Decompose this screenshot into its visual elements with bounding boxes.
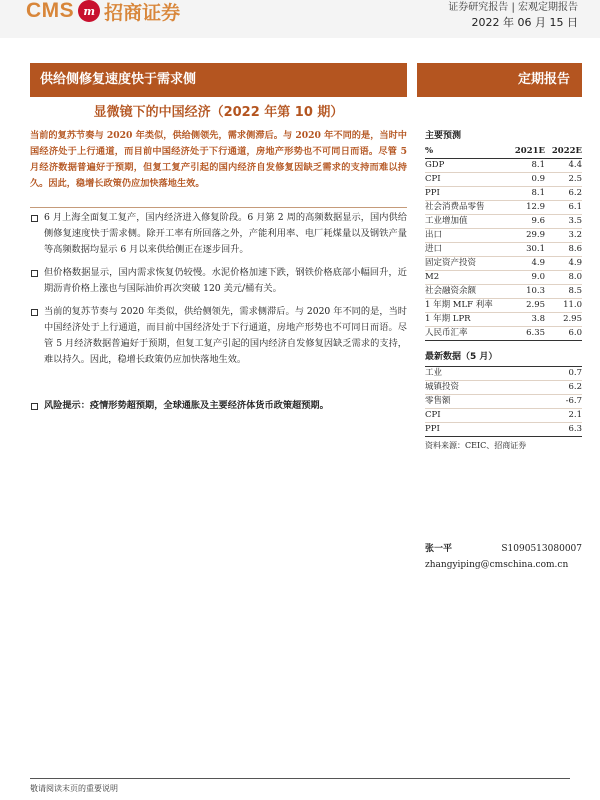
report-header bbox=[0, 0, 600, 38]
row-value: 4.4 bbox=[545, 159, 582, 173]
row-value: 2.95 bbox=[545, 313, 582, 327]
row-value: 4.9 bbox=[508, 257, 545, 271]
row-value: 9.0 bbox=[508, 271, 545, 285]
table-row bbox=[425, 187, 582, 201]
row-value: 6.2 bbox=[545, 187, 582, 201]
row-value: 8.1 bbox=[508, 187, 545, 201]
table-row bbox=[425, 201, 582, 215]
table-row bbox=[425, 173, 582, 187]
forecast-table bbox=[425, 145, 582, 341]
forecast-header-unit: % bbox=[425, 145, 508, 159]
company-logo bbox=[26, 0, 180, 22]
header-meta bbox=[448, 0, 578, 30]
row-label: GDP bbox=[425, 159, 508, 173]
row-label: 工业 bbox=[425, 367, 531, 381]
row-value: 6.1 bbox=[545, 201, 582, 215]
table-row bbox=[425, 271, 582, 285]
row-label: PPI bbox=[425, 423, 531, 437]
row-value: 8.1 bbox=[508, 159, 545, 173]
row-value: 8.0 bbox=[545, 271, 582, 285]
author-name: 张一平 bbox=[425, 544, 453, 554]
row-value: 6.35 bbox=[508, 327, 545, 341]
row-value: 2.95 bbox=[508, 299, 545, 313]
row-value: 8.5 bbox=[545, 285, 582, 299]
summary-divider bbox=[30, 207, 407, 208]
row-label: 城镇投资 bbox=[425, 381, 531, 395]
row-label: 进口 bbox=[425, 243, 508, 257]
author-email[interactable]: zhangyiping@cmschina.com.cn bbox=[425, 560, 569, 570]
row-label: 零售额 bbox=[425, 395, 531, 409]
row-label: 固定资产投资 bbox=[425, 257, 508, 271]
table-row bbox=[425, 395, 582, 409]
row-label: CPI bbox=[425, 409, 531, 423]
report-category: 证券研究报告 | 宏观定期报告 bbox=[448, 2, 578, 13]
forecast-header-row bbox=[425, 145, 582, 159]
report-subtitle: 显微镜下的中国经济（2022 年第 10 期） bbox=[93, 105, 344, 120]
report-date: 2022 年 06 月 15 日 bbox=[471, 16, 578, 29]
footer-note: 敬请阅读末页的重要说明 bbox=[30, 784, 118, 793]
forecast-title: 主要预测 bbox=[425, 131, 462, 141]
row-value: 11.0 bbox=[545, 299, 582, 313]
table-row bbox=[425, 327, 582, 341]
row-value: -6.7 bbox=[531, 395, 582, 409]
sidebar bbox=[425, 128, 582, 451]
table-row bbox=[425, 215, 582, 229]
row-value: 2.5 bbox=[545, 173, 582, 187]
bullet-item: 6 月上海全面复工复产，国内经济进入修复阶段。6 月第 2 周的高频数据显示，国内供给侧修复速度快于需求侧。除开工率有所回落之外，产能利用率、电厂耗煤量以及钢铁产量等高频数据均显示 6 月以来供给侧正在逐步回升。 bbox=[30, 210, 407, 258]
row-value: 6.3 bbox=[531, 423, 582, 437]
row-value: 10.3 bbox=[508, 285, 545, 299]
forecast-header-2022: 2022E bbox=[545, 145, 582, 159]
table-row bbox=[425, 285, 582, 299]
row-value: 4.9 bbox=[545, 257, 582, 271]
logo-mark-icon: m bbox=[78, 0, 100, 22]
row-label: PPI bbox=[425, 187, 508, 201]
row-value: 3.5 bbox=[545, 215, 582, 229]
row-value: 3.8 bbox=[508, 313, 545, 327]
row-value: 6.2 bbox=[531, 381, 582, 395]
table-row bbox=[425, 423, 582, 437]
row-value: 12.9 bbox=[508, 201, 545, 215]
summary-paragraph: 当前的复苏节奏与 2020 年类似，供给侧领先，需求侧滞后。与 2020 年不同的是，当时中国经济处于上行通道，而目前中国经济处于下行通道，房地产形势也不可同日而语。尽管 5 月经济数据普遍好于预期，但复工复产引起的国内经济自发修复因缺乏需求的支持而难以持久。因此，稳增长政策仍应加快落地生效。 bbox=[30, 130, 407, 189]
row-value: 6.0 bbox=[545, 327, 582, 341]
logo-chinese-name: 招商证券 bbox=[104, 1, 181, 24]
bullet-list bbox=[30, 210, 407, 375]
row-label: 社会融资余额 bbox=[425, 285, 508, 299]
table-row bbox=[425, 243, 582, 257]
bullet-item: 但价格数据显示，国内需求恢复仍较慢。水泥价格加速下跌，钢铁价格底部小幅回升，近期沥青价格上涨也与国际油价再次突破 120 美元/桶有关。 bbox=[30, 265, 407, 297]
forecast-header-2021: 2021E bbox=[508, 145, 545, 159]
row-value: 29.9 bbox=[508, 229, 545, 243]
report-title: 供给侧修复速度快于需求侧 bbox=[30, 63, 407, 97]
row-label: M2 bbox=[425, 271, 508, 285]
risk-warning: 风险提示：疫情形势超预期，全球通胀及主要经济体货币政策超预期。 bbox=[30, 398, 407, 414]
row-label: CPI bbox=[425, 173, 508, 187]
row-value: 30.1 bbox=[508, 243, 545, 257]
footer-divider bbox=[30, 778, 570, 779]
row-label: 社会消费品零售 bbox=[425, 201, 508, 215]
row-label: 人民币汇率 bbox=[425, 327, 508, 341]
table-row bbox=[425, 299, 582, 313]
row-label: 1 年期 LPR bbox=[425, 313, 508, 327]
table-row bbox=[425, 367, 582, 381]
row-value: 8.6 bbox=[545, 243, 582, 257]
row-value: 3.2 bbox=[545, 229, 582, 243]
table-row bbox=[425, 409, 582, 423]
logo-cms-text: CMS bbox=[26, 0, 75, 22]
row-value: 9.6 bbox=[508, 215, 545, 229]
row-value: 0.9 bbox=[508, 173, 545, 187]
table-row bbox=[425, 313, 582, 327]
row-label: 工业增加值 bbox=[425, 215, 508, 229]
latest-data-title: 最新数据（5 月） bbox=[425, 352, 498, 362]
row-label: 1 年期 MLF 利率 bbox=[425, 299, 508, 313]
table-row bbox=[425, 381, 582, 395]
bullet-item: 当前的复苏节奏与 2020 年类似，供给侧领先，需求侧滞后。与 2020 年不同的是，当时中国经济处于上行通道，而目前中国经济处于下行通道，房地产形势也不可同日而语。尽管 5 月经济数据普遍好于预期，但复工复产引起的国内经济自发修复因缺乏需求的支持，难以持久。因此，稳增长政策仍应加快落地生效。 bbox=[30, 304, 407, 368]
row-value: 0.7 bbox=[531, 367, 582, 381]
data-source: 资料来源：CEIC、招商证券 bbox=[425, 441, 527, 450]
table-row bbox=[425, 257, 582, 271]
latest-data-table bbox=[425, 366, 582, 437]
row-label: 出口 bbox=[425, 229, 508, 243]
author-block bbox=[425, 541, 582, 573]
table-row bbox=[425, 159, 582, 173]
report-type-label: 定期报告 bbox=[417, 63, 582, 97]
row-value: 2.1 bbox=[531, 409, 582, 423]
author-license: S1090513080007 bbox=[501, 544, 582, 554]
table-row bbox=[425, 229, 582, 243]
